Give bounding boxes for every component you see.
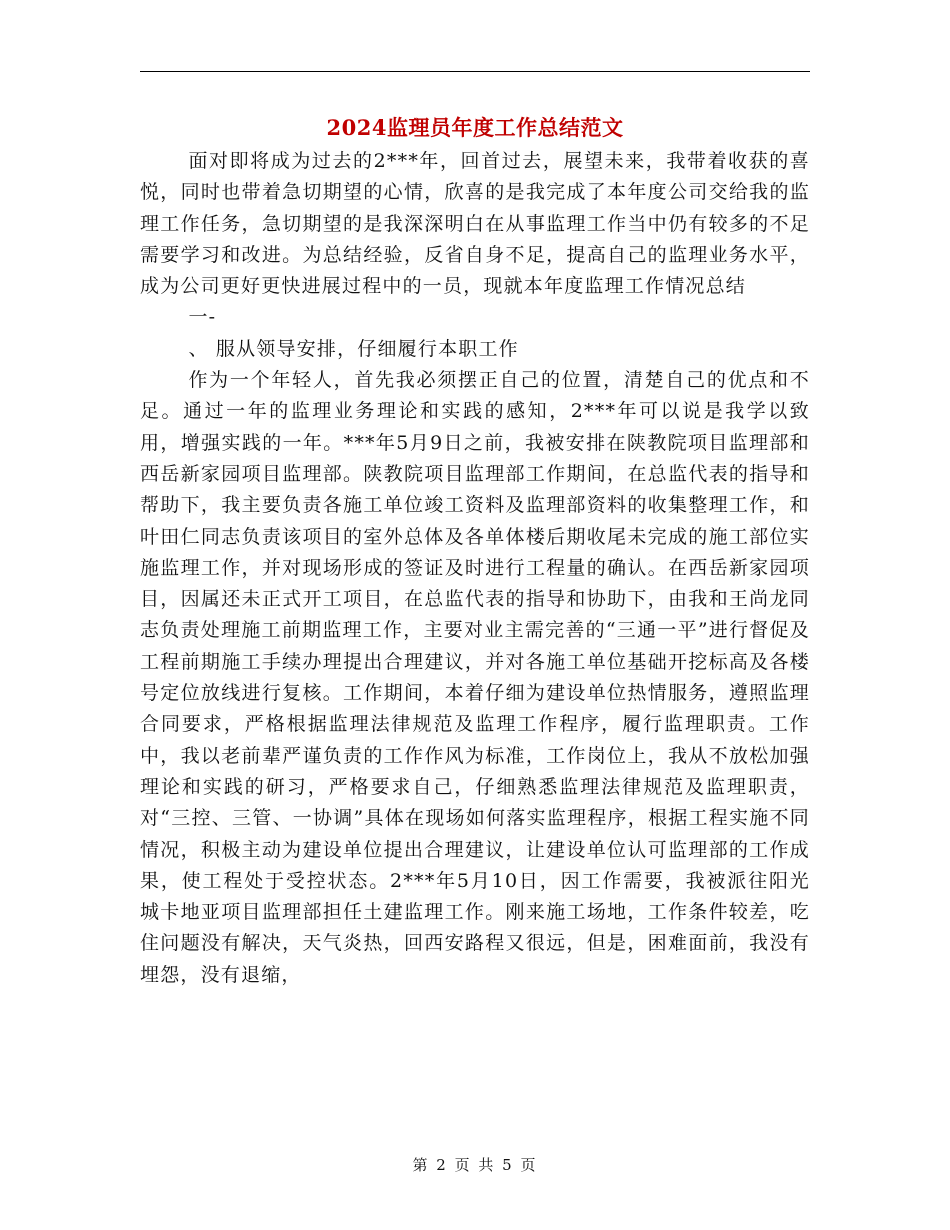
document-title: 2024监理员年度工作总结范文 — [326, 115, 624, 140]
page-footer: 第 2 页 共 5 页 — [412, 1156, 538, 1174]
intro-paragraph: 面对即将成为过去的2***年，回首过去，展望未来，我带着收获的喜悦，同时也带着急切期望的心情，欣喜的是我完成了本年度公司交给我的监理工作任务，急切期望的是我深深明白在从事监理工作当中仍有较多的不足需要学习和改进。为总结经验，反省自身不足，提高自己的监理业务水平，成为公司更好更快进展过程中的一员，现就本年度监理工作情况总结 — [140, 150, 810, 298]
section-heading: 、 服从领导安排，仔细履行本职工作 — [188, 337, 519, 360]
section-body-paragraph: 作为一个年轻人，首先我必须摆正自己的位置，清楚自己的优点和不足。通过一年的监理业务理论和实践的感知，2***年可以说是我学以致用，增强实践的一年。***年5月9日之前，我被安排在陕教院项目监理部和西岳新家园项目监理部。陕教院项目监理部工作期间，在总监代表的指导和帮助下，我主要负责各施工单位竣工资料及监理部资料的收集整理工作，和叶田仁同志负责该项目的室外总体及各单体楼后期收尾未完成的施工部位实施监理工作，并对现场形成的签证及时进行工程量的确认。在西岳新家园项目，因属还未正式开工项目，在总监代表的指导和协助下，由我和王尚龙同志负责处理施工前期监理工作，主要对业主需完善的“三通一平”进行督促及工程前期施工手续办理提出合理建议，并对各施工单位基础开挖标高及各楼号定位放线进行复核。工作期间，本着仔细为建设单位热情服务，遵照监理合同要求，严格根据监理法律规范及监理工作程序，履行监理职责。工作中，我以老前辈严谨负责的工作作风为标准，工作岗位上，我从不放松加强理论和实践的研习，严格要求自己，仔细熟悉监理法律规范及监理职责，对“三控、三管、一协调”具体在现场如何落实监理程序，根据工程实施不同情况，积极主动为建设单位提出合理建议，让建设单位认可监理部的工作成果，使工程处于受控状态。2***年5月10日，因工作需要，我被派往阳光城卡地亚项目监理部担任土建监理工作。刚来施工场地，工作条件较差，吃住问题没有解决，天气炎热，回西安路程又很远，但是，困难面前，我没有埋怨，没有退缩， — [140, 369, 810, 986]
document-body — [140, 146, 810, 991]
section-number: 一- — [188, 306, 217, 329]
header-rule — [140, 71, 810, 72]
